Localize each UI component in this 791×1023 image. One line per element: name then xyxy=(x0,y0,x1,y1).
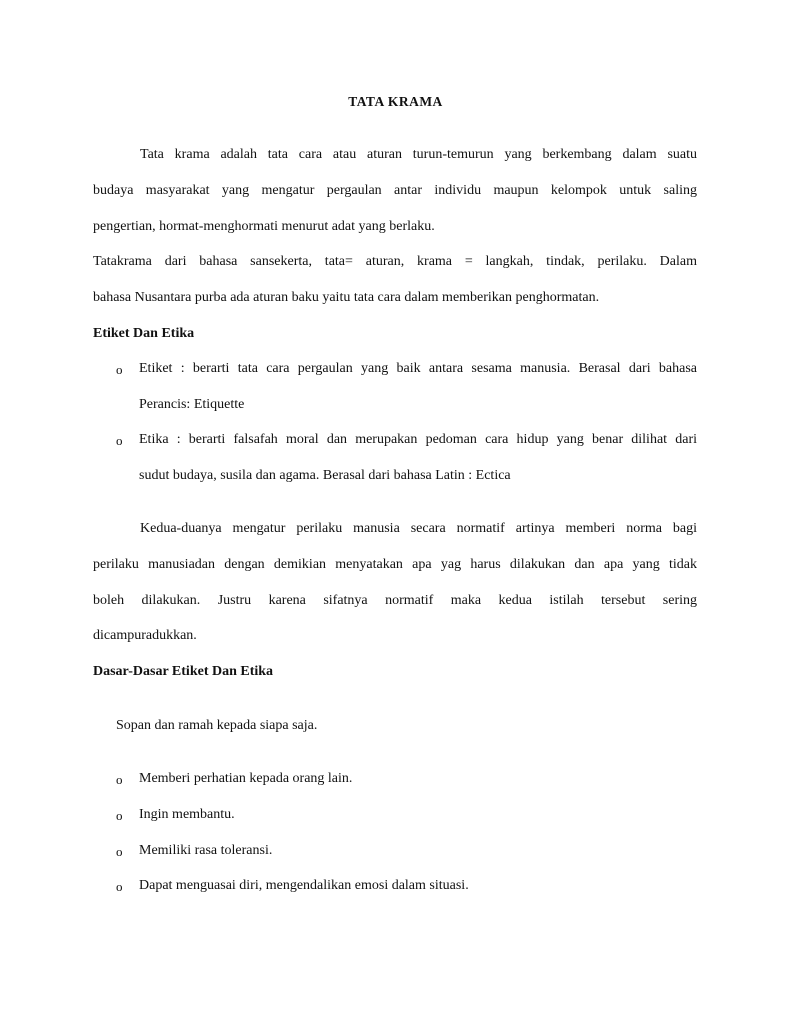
page-title: TATA KRAMA xyxy=(348,94,443,109)
section-heading-etiket-etika: Etiket Dan Etika xyxy=(93,326,195,341)
paragraph-line-1: Kedua-duanya mengatur perilaku manusia secara normatif artinya memberi norma bagi xyxy=(140,521,697,536)
bullet-marker: o xyxy=(116,772,123,787)
bullet-marker: o xyxy=(116,433,123,448)
bullet-marker: o xyxy=(116,808,123,823)
intro-line-3: pengertian, hormat-menghormati menurut adat yang berlaku. xyxy=(93,219,435,234)
intro-line-1: Tata krama adalah tata cara atau aturan turun-temurun yang berkembang dalam suatu xyxy=(140,147,697,162)
list-item-etika-line-2: sudut budaya, susila dan agama. Berasal dari bahasa Latin : Ectica xyxy=(139,468,511,483)
list-item: Dapat menguasai diri, mengendalikan emosi dalam situasi. xyxy=(139,878,469,893)
list-item: Memiliki rasa toleransi. xyxy=(139,843,273,858)
intro-line-4: Tatakrama dari bahasa sansekerta, tata= aturan, krama = langkah, tindak, perilaku. Dalam xyxy=(93,254,697,269)
paragraph-line-3: boleh dilakukan. Justru karena sifatnya normatif maka kedua istilah tersebut sering xyxy=(93,593,697,608)
lead-text: Sopan dan ramah kepada siapa saja. xyxy=(116,718,318,733)
list-item-etiket-line-1: Etiket : berarti tata cara pergaulan yang baik antara sesama manusia. Berasal dari bahasa xyxy=(139,361,697,376)
bullet-marker: o xyxy=(116,879,123,894)
paragraph-line-4: dicampuradukkan. xyxy=(93,628,197,643)
list-item-etiket-line-2: Perancis: Etiquette xyxy=(139,397,245,412)
intro-line-2: budaya masyarakat yang mengatur pergaulan antar individu maupun kelompok untuk saling xyxy=(93,183,697,198)
list-item: Memberi perhatian kepada orang lain. xyxy=(139,771,353,786)
bullet-marker: o xyxy=(116,844,123,859)
list-item-etika-line-1: Etika : berarti falsafah moral dan merupakan pedoman cara hidup yang benar dilihat dari xyxy=(139,432,697,447)
list-item: Ingin membantu. xyxy=(139,807,235,822)
bullet-marker: o xyxy=(116,362,123,377)
intro-line-5: bahasa Nusantara purba ada aturan baku yaitu tata cara dalam memberikan penghormatan. xyxy=(93,290,600,305)
section-heading-dasar-dasar: Dasar-Dasar Etiket Dan Etika xyxy=(93,664,274,679)
paragraph-line-2: perilaku manusiadan dengan demikian menyatakan apa yag harus dilakukan dan apa yang tidak xyxy=(93,557,697,572)
